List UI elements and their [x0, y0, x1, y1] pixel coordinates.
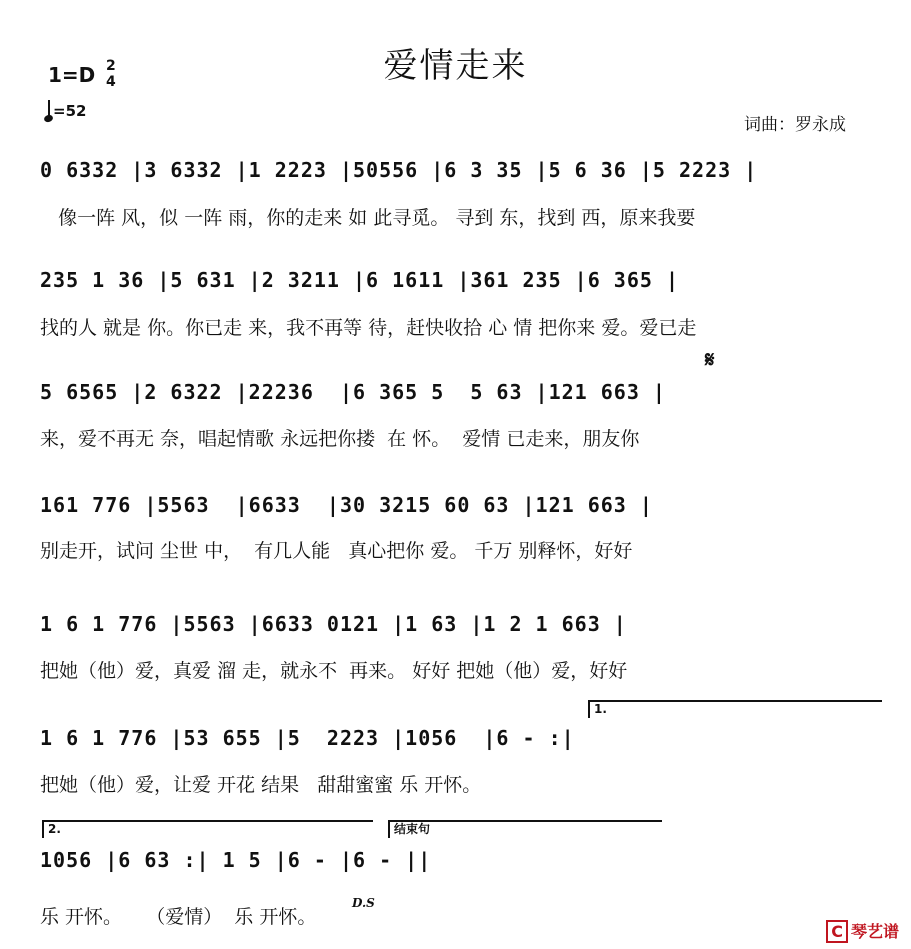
staff-line-7: 1056 |6 63 :| 1 5 |6 - |6 - || [40, 848, 432, 872]
note-head-icon [43, 114, 54, 124]
song-title: 爱情走来 [383, 46, 528, 86]
lyric-line-7: 乐 开怀。 （爱情） 乐 开怀。 [40, 906, 317, 928]
ending-label: 结束句 [394, 822, 431, 836]
site-logo [826, 919, 899, 943]
staff-line-3: 5 6565 |2 6322 |22236 |6 365 5 5 63 |121 663 | [40, 380, 666, 404]
time-sig-top: 2 [106, 58, 116, 74]
staff-line-2: 235 1 36 |5 631 |2 3211 |6 1611 |361 235 |6 365 | [40, 268, 680, 292]
tempo-value: =52 [53, 102, 87, 120]
lyric-line-2: 找的人 就是 你。你已走 来，我不再等 待，赶快收拾 心 情 把你来 爱。爱已走 [40, 317, 697, 339]
segno-icon: 𝄋 [705, 348, 715, 373]
volta-2-bracket [42, 820, 373, 838]
lyric-line-1: 像一阵 风，似 一阵 雨，你的走来 如 此寻觅。 寻到 东，找到 西，原来我要 [40, 207, 696, 229]
credit-line: 词曲：罗永成 [744, 115, 846, 135]
tempo-marking [46, 100, 86, 122]
staff-line-5: 1 6 1 776 |5563 |6633 0121 |1 63 |1 2 1 663 | [40, 612, 627, 636]
volta-2-label: 2. [48, 822, 61, 836]
logo-text: 琴艺谱 [850, 922, 899, 941]
ds-marking: D.S [352, 896, 375, 910]
lyric-line-5: 把她（他）爱，真爱 溜 走，就永不 再来。 好好 把她（他）爱，好好 [40, 660, 628, 682]
staff-line-1: 0 6332 |3 6332 |1 2223 |50556 |6 3 35 |5 6 36 |5 2223 | [40, 158, 758, 182]
ending-bracket [388, 820, 662, 838]
key-signature: 1=D [48, 63, 96, 87]
time-sig-bottom: 4 [106, 74, 116, 90]
logo-icon: C [826, 920, 848, 943]
volta-1-label: 1. [594, 702, 607, 716]
lyric-line-4: 别走开，试问 尘世 中， 有几人能 真心把你 爱。 千万 别释怀，好好 [40, 540, 633, 562]
staff-line-6: 1 6 1 776 |53 655 |5 2223 |1056 |6 - :| [40, 726, 575, 750]
lyric-line-3: 来，爱不再无 奈，唱起情歌 永远把你搂 在 怀。 爱情 已走来，朋友你 [40, 428, 640, 450]
lyric-line-6: 把她（他）爱，让爱 开花 结果 甜甜蜜蜜 乐 开怀。 [40, 774, 482, 796]
time-signature [106, 58, 116, 90]
volta-1-bracket [588, 700, 882, 718]
staff-line-4: 161 776 |5563 |6633 |30 3215 60 63 |121 663 | [40, 493, 653, 517]
